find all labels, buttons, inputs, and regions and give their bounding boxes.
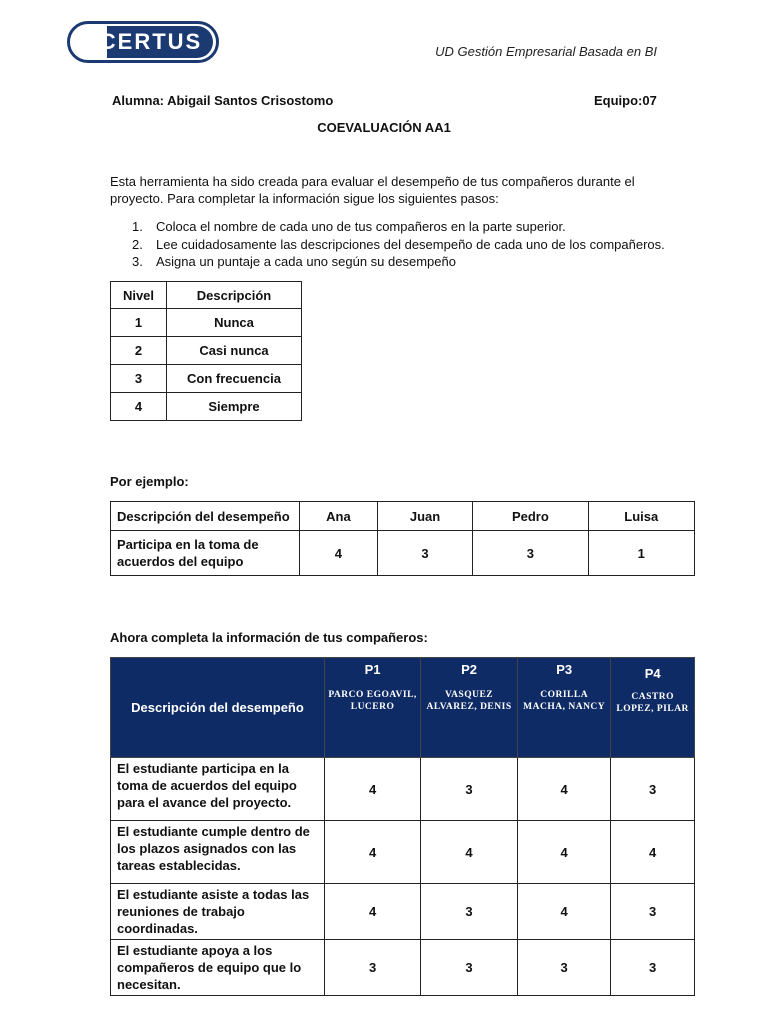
example-label: Por ejemplo: [110,474,189,489]
peer-name: VASQUEZ ALVAREZ, DENIS [426,690,512,712]
score-cell: 4 [517,758,610,821]
score-cell: 3 [421,758,518,821]
score-cell: 4 [517,884,610,940]
peer-name: PARCO EGOAVIL, LUCERO [328,690,417,712]
table-row [111,365,302,393]
step-text: Lee cuidadosamente las descripciones del desempeño de cada uno de los compañeros. [156,236,665,252]
level-description: Siempre [167,393,302,421]
example-table [110,501,695,576]
table-row [111,940,695,996]
level-number: 3 [111,365,167,393]
level-description: Con frecuencia [167,365,302,393]
score-cell: 3 [473,531,588,576]
course-name: UD Gestión Empresarial Basada en BI [435,44,657,59]
performance-description: Participa en la toma de acuerdos del equipo [111,531,300,576]
score-cell: 4 [611,821,695,884]
score-cell: 4 [325,821,421,884]
level-description: Casi nunca [167,337,302,365]
score-cell: 3 [611,758,695,821]
team-number: Equipo:07 [594,93,657,108]
score-cell: 4 [325,758,421,821]
peer-header [517,658,610,758]
performance-description: El estudiante participa en la toma de acuerdos del equipo para el avance del proyecto. [111,758,325,821]
column-header: Descripción del desempeño [111,658,325,758]
table-header-row [111,282,302,309]
column-header: Nivel [111,282,167,309]
level-number: 1 [111,309,167,337]
complete-label: Ahora completa la información de tus compañeros: [110,630,428,645]
column-header: Ana [300,502,378,531]
levels-table [110,281,302,421]
performance-description: El estudiante apoya a los compañeros de equipo que lo necesitan. [111,940,325,996]
column-header: Luisa [588,502,695,531]
column-header: Descripción [167,282,302,309]
peer-label: P4 [644,666,661,681]
peer-name: CASTRO LOPEZ, PILAR [616,692,689,714]
level-number: 2 [111,337,167,365]
step-text: Asigna un puntaje a cada uno según su desempeño [156,254,456,269]
step-number: 1. [132,219,143,234]
evaluation-table [110,657,695,996]
table-row [111,337,302,365]
step-item [132,253,692,271]
performance-description: El estudiante asiste a todas las reuniones de trabajo coordinadas. [111,884,325,940]
step-number: 2. [132,236,143,252]
table-row [111,884,695,940]
column-header: Pedro [473,502,588,531]
score-cell: 3 [611,940,695,996]
table-header-row [111,658,695,758]
steps-list [132,218,692,271]
score-cell: 4 [421,821,518,884]
score-cell: 3 [517,940,610,996]
step-number: 3. [132,254,143,269]
document-title: COEVALUACIÓN AA1 [317,120,451,135]
score-cell: 3 [325,940,421,996]
score-cell: 4 [517,821,610,884]
table-row [111,309,302,337]
step-text: Coloca el nombre de cada uno de tus compañeros en la parte superior. [156,219,566,234]
table-header-row [111,502,695,531]
peer-label: P1 [364,662,381,677]
peer-header [325,658,421,758]
score-cell: 3 [421,940,518,996]
level-description: Nunca [167,309,302,337]
table-row [111,531,695,576]
score-cell: 4 [325,884,421,940]
table-row [111,821,695,884]
peer-header [611,658,695,758]
peer-header [421,658,518,758]
table-row [111,758,695,821]
score-cell: 1 [588,531,695,576]
score-cell: 3 [377,531,472,576]
score-cell: 3 [611,884,695,940]
peer-label: P2 [461,662,477,677]
column-header: Juan [377,502,472,531]
score-cell: 3 [421,884,518,940]
logo-text: CERTUS [99,29,203,54]
student-name: Alumna: Abigail Santos Crisostomo [112,93,334,108]
step-item [132,236,692,254]
performance-description: El estudiante cumple dentro de los plazos asignados con las tareas establecidas. [111,821,325,884]
intro-text: Esta herramienta ha sido creada para evaluar el desempeño de tus compañeros durante el proyecto. Para completar la información sigue los siguientes pasos: [110,174,635,206]
peer-label: P3 [556,662,573,677]
certus-logo [67,21,219,63]
score-cell: 4 [300,531,378,576]
column-header: Descripción del desempeño [111,502,300,531]
table-row [111,393,302,421]
step-item [132,218,692,236]
level-number: 4 [111,393,167,421]
peer-name: CORILLA MACHA, NANCY [523,690,606,712]
